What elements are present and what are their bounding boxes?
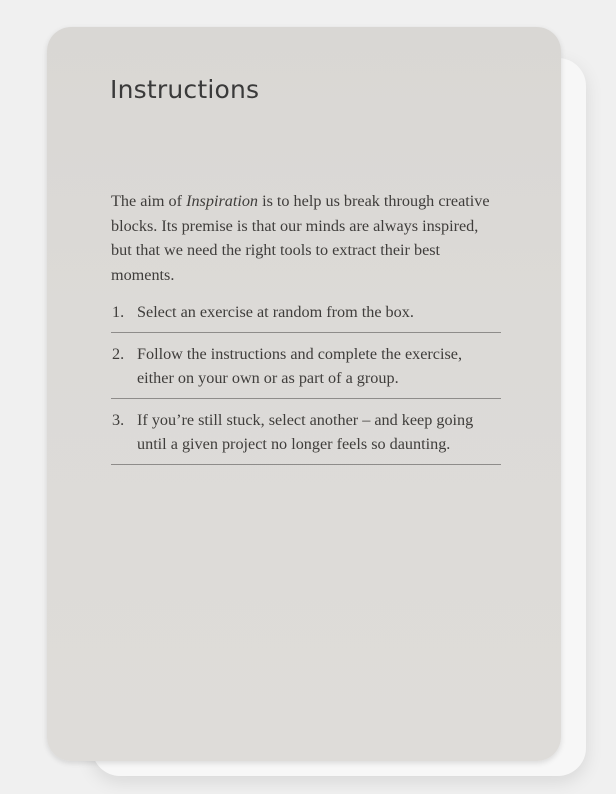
steps-list [111,297,501,465]
step-item [111,297,501,333]
step-text: Select an exercise at random from the box. [137,303,414,321]
card-title: Instructions [110,75,260,104]
step-number: 3. [112,410,125,429]
step-text: If you’re still stuck, select another – and keep going until a given project no longer feels so daunting. [137,410,474,453]
intro-text-end: is to help us break through creative blocks. Its premise is that our minds are always inspired, but that we need the right tools to extract their best moments. [111,192,490,284]
step-number: 2. [112,344,125,363]
step-number: 1. [112,303,125,321]
intro-paragraph [111,189,503,287]
intro-text-start: The aim of [111,192,187,210]
product-name: Inspiration [186,192,259,210]
instruction-card [47,27,561,761]
step-text: Follow the instructions and complete the exercise, either on your own or as part of a group. [137,344,463,387]
step-item [111,399,501,465]
step-item [111,333,501,399]
